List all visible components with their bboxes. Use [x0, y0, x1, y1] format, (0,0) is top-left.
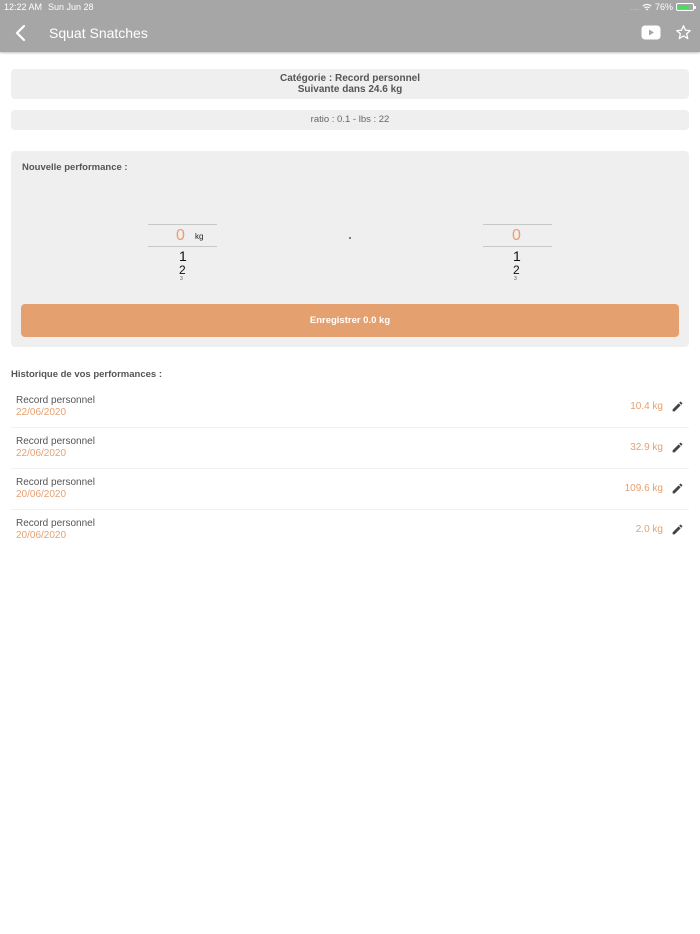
cellular-signal-icon: ....: [630, 2, 639, 12]
picker-option[interactable]: 3: [180, 276, 183, 282]
pencil-icon: [671, 523, 684, 536]
decimal-picker[interactable]: [483, 224, 552, 284]
new-performance-card: [11, 151, 689, 347]
history-item-value: 109.6 kg: [624, 483, 663, 494]
history-item-label: Record personnel: [16, 436, 95, 447]
history-item-date: 20/06/2020: [16, 489, 67, 500]
history-item[interactable]: [11, 387, 689, 428]
nav-bar: [0, 14, 700, 52]
next-level-label: Suivante dans 24.6 kg: [297, 84, 403, 95]
ratio-text: ratio : 0.1 - lbs : 22: [310, 114, 390, 125]
picker-option[interactable]: 1: [513, 248, 521, 264]
status-indicators: [630, 2, 694, 12]
history-item[interactable]: [11, 428, 689, 469]
history-item-label: Record personnel: [16, 518, 95, 529]
video-button[interactable]: [641, 25, 661, 40]
ratio-card: [11, 110, 689, 130]
picker-selected-value: 0: [512, 227, 521, 244]
youtube-icon: [641, 25, 661, 40]
battery-percent: 76%: [654, 2, 673, 12]
pencil-icon: [671, 482, 684, 495]
history-item-label: Record personnel: [16, 395, 95, 406]
picker-option[interactable]: 3: [514, 276, 517, 282]
battery-icon: [676, 3, 694, 11]
picker-selected-value: 0: [176, 227, 185, 244]
picker-option[interactable]: 2: [513, 263, 520, 277]
history-item-label: Record personnel: [16, 477, 95, 488]
decimal-separator: [349, 237, 351, 239]
pencil-icon: [671, 441, 684, 454]
history-item[interactable]: [11, 510, 689, 551]
history-item-value: 2.0 kg: [635, 524, 663, 535]
history-title: Historique de vos performances :: [11, 369, 162, 380]
history-item-date: 22/06/2020: [16, 407, 67, 418]
unit-label: kg: [195, 232, 204, 241]
history-list: [11, 387, 689, 551]
favorite-button[interactable]: [675, 24, 692, 41]
edit-button[interactable]: [671, 482, 684, 495]
app-header: [0, 0, 700, 52]
category-label: Catégorie : Record personnel: [279, 73, 421, 84]
status-time: 12:22 AM: [4, 2, 43, 12]
history-item-date: 22/06/2020: [16, 448, 67, 459]
integer-kg-picker[interactable]: [148, 224, 217, 284]
category-card: [11, 69, 689, 99]
history-item-date: 20/06/2020: [16, 530, 67, 541]
pencil-icon: [671, 400, 684, 413]
save-performance-button[interactable]: Enregistrer 0.0 kg: [21, 304, 679, 337]
new-performance-title: Nouvelle performance :: [22, 162, 128, 173]
wifi-icon: [642, 3, 652, 11]
status-bar: [0, 0, 700, 14]
edit-button[interactable]: [671, 523, 684, 536]
picker-option[interactable]: 2: [179, 263, 186, 277]
edit-button[interactable]: [671, 400, 684, 413]
history-item-value: 32.9 kg: [630, 442, 663, 453]
back-button[interactable]: [12, 22, 32, 44]
chevron-left-icon: [12, 22, 32, 44]
star-icon: [675, 24, 692, 41]
picker-option[interactable]: 1: [179, 248, 187, 264]
status-date: Sun Jun 28: [48, 2, 94, 12]
history-item[interactable]: [11, 469, 689, 510]
history-item-value: 10.4 kg: [630, 401, 663, 412]
edit-button[interactable]: [671, 441, 684, 454]
page-title: Squat Snatches: [49, 25, 148, 41]
